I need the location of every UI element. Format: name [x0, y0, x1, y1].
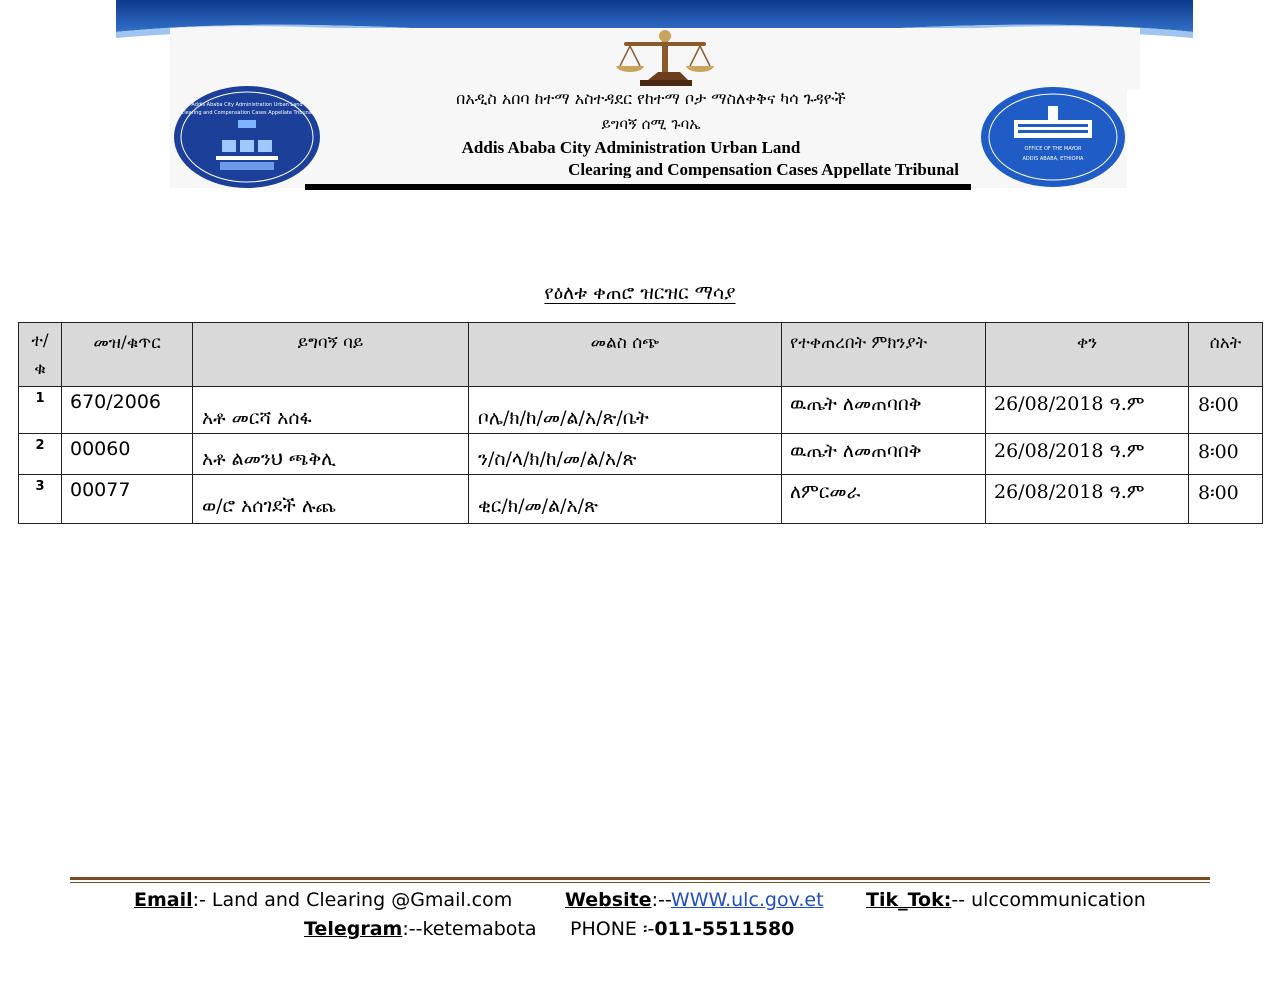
- tiktok-label: Tik_Tok:: [866, 889, 952, 911]
- appellant-cell: አቶ መርሻ አሰፋ: [193, 387, 469, 434]
- date-cell: 26/08/2018 ዓ.ም: [986, 475, 1189, 524]
- document-title-text: የዕለቱ ቀጠሮ ዝርዝር ማሳያ: [544, 282, 736, 304]
- website-link[interactable]: WWW.ulc.gov.et: [670, 889, 824, 911]
- reason-cell: ዉጤት ለመጠባበቅ: [782, 434, 986, 475]
- right-seal-caption-top: OFFICE OF THE MAYOR: [1024, 146, 1082, 152]
- footer-telegram: [304, 917, 537, 941]
- time-cell: 8፡00: [1189, 434, 1263, 475]
- column-header-reason: የተቀጠረበት ምክንያት: [782, 323, 986, 387]
- left-seal-caption-bottom: Clearing and Compensation Cases Appellate Tribunal: [180, 110, 314, 116]
- letterhead-text: [325, 86, 977, 178]
- column-header-number: [19, 323, 62, 387]
- footer-phone: [570, 917, 794, 941]
- footer-rule: [70, 877, 1210, 880]
- tribunal-name-english-line2: Clearing and Compensation Cases Appellate Tribunal: [568, 160, 959, 178]
- column-header-time: ሰአት: [1189, 323, 1263, 387]
- respondent-cell: ቦሌ/ክ/ከ/መ/ል/አ/ጽ/ቤት: [469, 387, 782, 434]
- respondent-cell: ን/ስ/ላ/ክ/ከ/መ/ል/አ/ጽ: [469, 434, 782, 475]
- tribunal-subname-amharic: ይግባኝ ሰሚ ጉባኤ: [601, 115, 701, 133]
- phone-label: PHONE: [570, 918, 643, 940]
- footer-website: [565, 888, 824, 912]
- phone-separator: ፡-: [642, 918, 655, 940]
- time-cell: 8፡00: [1189, 387, 1263, 434]
- email-value: Land and Clearing @Gmail.com: [211, 889, 513, 911]
- date-cell: 26/08/2018 ዓ.ም: [986, 387, 1189, 434]
- office-of-the-mayor-seal-icon: [978, 84, 1128, 190]
- column-header-number-line2: ቁ: [34, 359, 46, 379]
- table-header-row: [19, 323, 1263, 387]
- appellant-cell: አቶ ልመንህ ጫቅሊ: [193, 434, 469, 475]
- column-header-respondent: መልስ ሰጭ: [469, 323, 782, 387]
- time-cell: 8፡00: [1189, 475, 1263, 524]
- column-header-number-line1: ተ/: [31, 331, 49, 351]
- reason-cell: ዉጤት ለመጠባበቅ: [782, 387, 986, 434]
- file-number-cell: 00060: [62, 434, 193, 475]
- row-number: 1: [19, 387, 62, 434]
- document-title: [0, 282, 1280, 304]
- row-number: 2: [19, 434, 62, 475]
- tiktok-value: ulccommunication: [971, 889, 1146, 911]
- website-separator: :--: [651, 889, 671, 911]
- telegram-value: ketemabota: [422, 918, 537, 940]
- left-seal-caption-top: Addis Ababa City Administration Urban Land: [191, 102, 303, 108]
- hearing-schedule-table: [18, 322, 1263, 524]
- table-row: [19, 475, 1263, 524]
- telegram-label: Telegram: [304, 918, 403, 940]
- date-cell: 26/08/2018 ዓ.ም: [986, 434, 1189, 475]
- table-row: [19, 434, 1263, 475]
- footer-tiktok: [866, 888, 1146, 912]
- column-header-date: ቀን: [986, 323, 1189, 387]
- email-separator: :-: [192, 889, 212, 911]
- file-number-cell: 00077: [62, 475, 193, 524]
- footer-email: [134, 888, 512, 912]
- column-header-file-number: መዝ/ቁጥር: [62, 323, 193, 387]
- row-number: 3: [19, 475, 62, 524]
- email-label: Email: [134, 889, 193, 911]
- telegram-separator: :--: [402, 918, 423, 940]
- tribunal-name-english-line1: Addis Ababa City Administration Urban Land: [461, 138, 801, 157]
- letterhead-rule: [305, 184, 971, 190]
- column-header-appellant: ይግባኝ ባይ: [193, 323, 469, 387]
- file-number-cell: 670/2006: [62, 387, 193, 434]
- footer-rule-thin: [70, 882, 1210, 883]
- right-seal-caption-bottom: ADDIS ABABA, ETHIOPIA: [1022, 156, 1084, 162]
- tiktok-separator: --: [951, 889, 972, 911]
- reason-cell: ለምርመራ: [782, 475, 986, 524]
- table-row: [19, 387, 1263, 434]
- website-label: Website: [565, 889, 652, 911]
- appellant-cell: ወ/ሮ አሰገደች ሉጨ: [193, 475, 469, 524]
- phone-number: 011-5511580: [654, 918, 795, 940]
- respondent-cell: ቂር/ክ/መ/ል/አ/ጽ: [469, 475, 782, 524]
- tribunal-name-amharic: በአዲስ አበባ ከተማ አስተዳደር የከተማ ቦታ ማስለቀቅና ካሳ ጉዳዮች: [456, 89, 846, 108]
- scales-of-justice-icon: [610, 28, 720, 90]
